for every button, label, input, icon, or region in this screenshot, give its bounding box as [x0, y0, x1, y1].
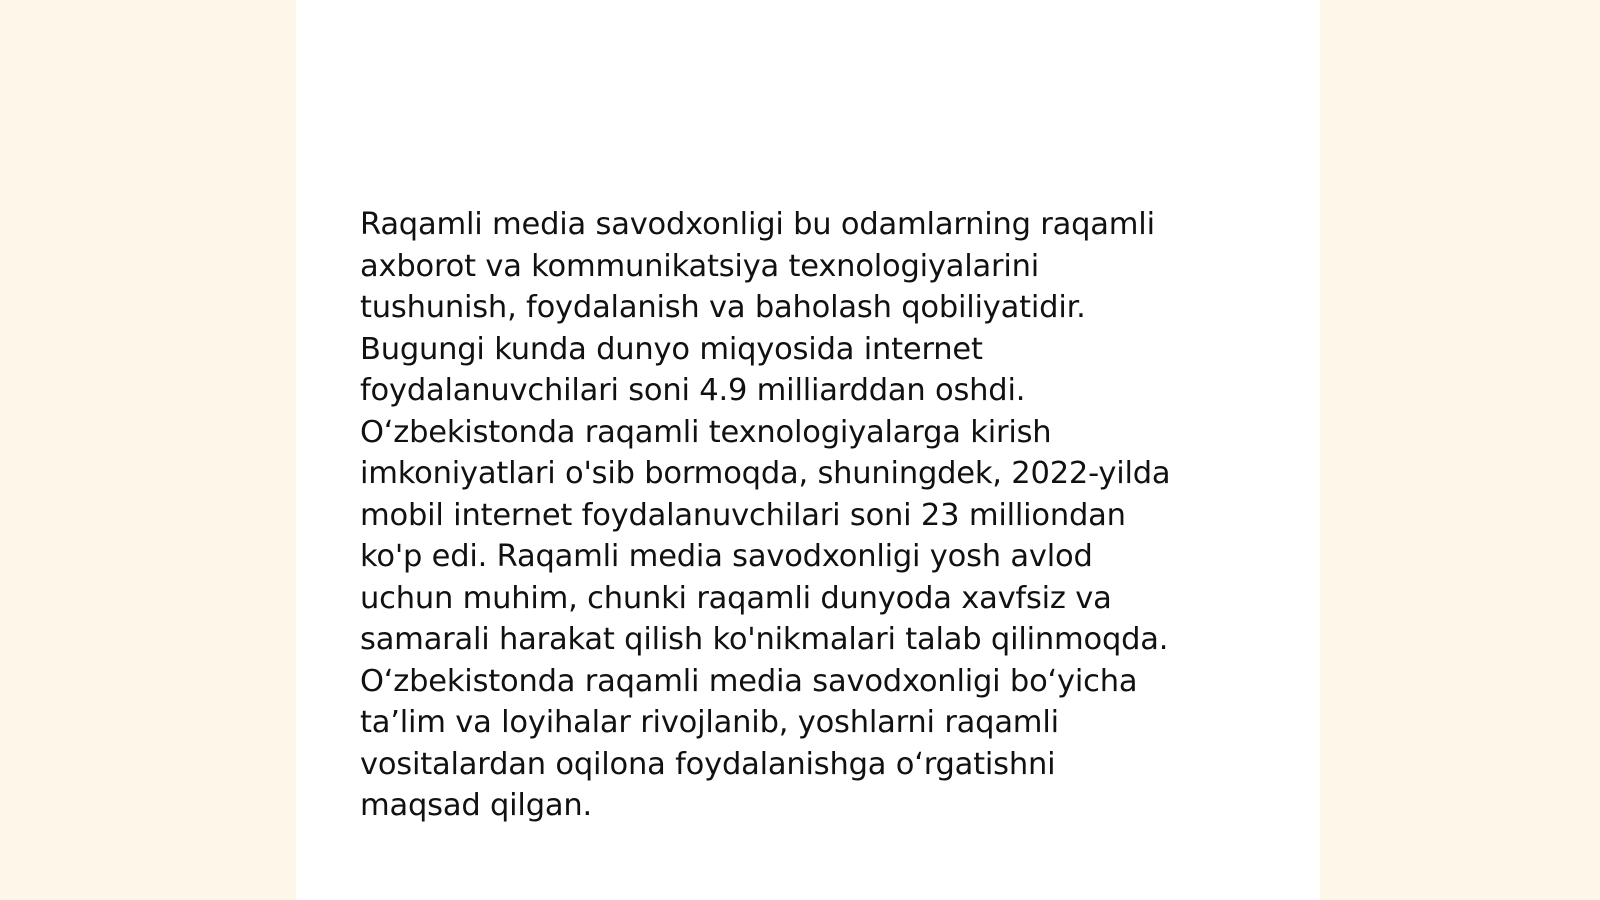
- body-paragraph: Raqamli media savodxonligi bu odamlarning raqamli axborot va kommunikatsiya texnologiyalarini tushunish, foydalanish va baholash qobiliyatidir. Bugungi kunda dunyo miqyosida internet foydalanuvchilari soni 4.9 milliarddan oshdi. Oʻzbekistonda raqamli texnologiyalarga kirish imkoniyatlari o'sib bormoqda, shuningdek, 2022-yilda mobil internet foydalanuvchilari soni 23 milliondan ko'p edi. Raqamli media savodxonligi yosh avlod uchun muhim, chunki raqamli dunyoda xavfsiz va samarali harakat qilish ko'nikmalari talab qilinmoqda. Oʻzbekistonda raqamli media savodxonligi boʻyicha taʼlim va loyihalar rivojlanib, yoshlarni raqamli vositalardan oqilona foydalanishga oʻrgatishni maqsad qilgan.: [360, 207, 1171, 823]
- document-page: [296, 0, 1320, 900]
